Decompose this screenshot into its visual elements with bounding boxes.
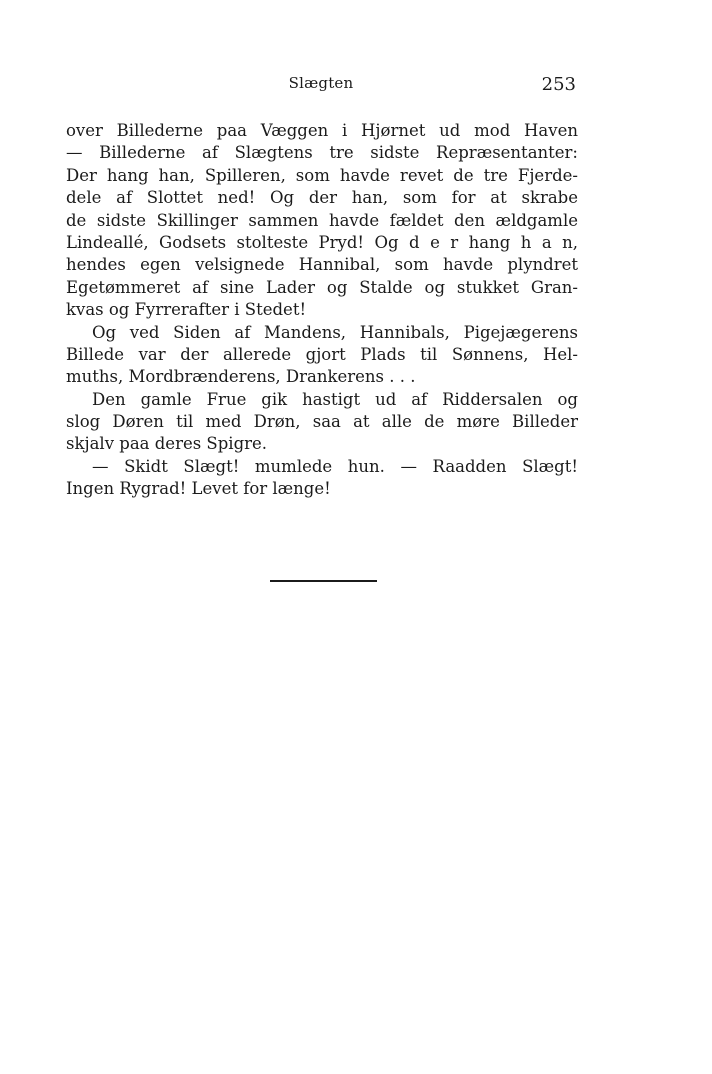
page-number: 253 [541, 74, 576, 95]
page-header [66, 74, 576, 98]
paragraph-start-line: Den gamle Frue gik hastigt ud af Riddersalen og [92, 389, 578, 409]
text-line: muths, Mordbrænderens, Drankerens . . . [66, 367, 416, 387]
paragraph-start-line: — Skidt Slægt! mumlede hun. — Raadden Slægt! [92, 456, 578, 476]
text-line: hendes egen velsignede Hannibal, som havde plyndret [66, 255, 578, 275]
text-line: dele af Slottet ned! Og der han, som for at skrabe [66, 188, 578, 208]
text-line: Lindeallé, Godsets stolteste Pryd! Og d e r hang h a n, [66, 232, 578, 252]
chapter-end-rule [270, 580, 377, 582]
text-line: kvas og Fyrrerafter i Stedet! [66, 300, 307, 320]
text-line: skjalv paa deres Spigre. [66, 434, 268, 454]
text-line: over Billederne paa Væggen i Hjørnet ud mod Haven [66, 121, 578, 140]
paragraph-start-line: Og ved Siden af Mandens, Hannibals, Pigejægerens [92, 322, 578, 342]
text-line: Egetømmeret af sine Lader og Stalde og stukket Gran- [66, 277, 578, 297]
text-line: de sidste Skillinger sammen havde fældet den ældgamle [66, 210, 578, 230]
text-line: Ingen Rygrad! Levet for længe! [66, 479, 331, 499]
text-line: slog Døren til med Drøn, saa at alle de møre Billeder [66, 412, 578, 432]
text-line: — Billederne af Slægtens tre sidste Repræsentanter: [66, 143, 578, 163]
body-text [66, 120, 578, 501]
running-title: Slægten [288, 74, 354, 92]
text-line: Billede var der allerede gjort Plads til Sønnens, Hel- [66, 344, 578, 364]
text-line: Der hang han, Spilleren, som havde revet de tre Fjerde- [66, 165, 578, 185]
